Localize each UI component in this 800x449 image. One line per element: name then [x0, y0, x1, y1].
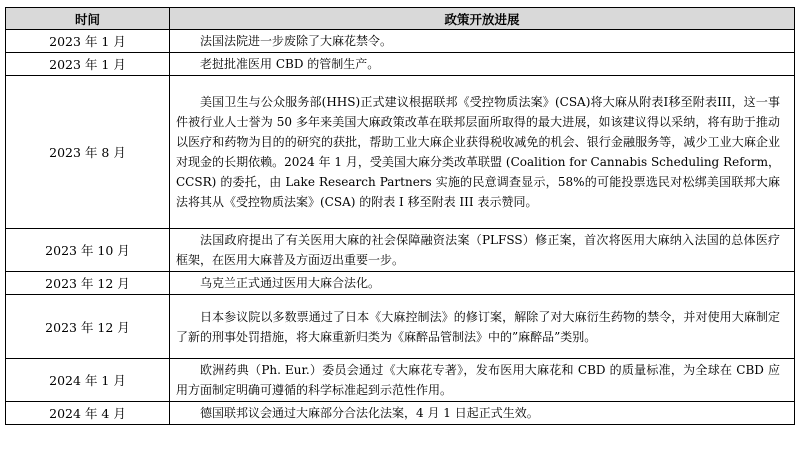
row-policy-text: 法国法院进一步废除了大麻花禁令。 — [170, 30, 795, 53]
row-date: 2023 年 12 月 — [6, 272, 170, 295]
table-row — [6, 229, 795, 272]
table-row — [6, 272, 795, 295]
row-date: 2023 年 1 月 — [6, 30, 170, 53]
table-row — [6, 76, 795, 229]
row-policy-text: 法国政府提出了有关医用大麻的社会保障融资法案（PLFSS）修正案，首次将医用大麻纳入法国的总体医疗框架，在医用大麻普及方面迈出重要一步。 — [170, 229, 795, 272]
row-policy-text: 老挝批准医用 CBD 的管制生产。 — [170, 53, 795, 76]
row-date: 2024 年 4 月 — [6, 402, 170, 425]
row-date: 2023 年 1 月 — [6, 53, 170, 76]
table-row — [6, 402, 795, 425]
row-policy-text: 日本参议院以多数票通过了日本《大麻控制法》的修订案，解除了对大麻衍生药物的禁令，并对使用大麻制定了新的刑事处罚措施，将大麻重新归类为《麻醉品管制法》中的”麻醉品”类别。 — [170, 295, 795, 359]
policy-timeline-table — [5, 7, 795, 425]
row-date: 2023 年 10 月 — [6, 229, 170, 272]
row-policy-text: 德国联邦议会通过大麻部分合法化法案，4 月 1 日起正式生效。 — [170, 402, 795, 425]
table-header-row — [6, 8, 795, 30]
table-row — [6, 30, 795, 53]
table-row — [6, 53, 795, 76]
row-date: 2024 年 1 月 — [6, 359, 170, 402]
header-policy: 政策开放进展 — [170, 8, 795, 30]
row-policy-text: 乌克兰正式通过医用大麻合法化。 — [170, 272, 795, 295]
row-date: 2023 年 12 月 — [6, 295, 170, 359]
row-policy-text: 美国卫生与公众服务部(HHS)正式建议根据联邦《受控物质法案》(CSA)将大麻从附表I移至附表III，这一事件被行业人士誉为 50 多年来美国大麻政策改革在联邦层面所取得的最大进展，如该建议得以采纳，将有助于推动以医疗和药物为目的的研究的获批，帮助工业大麻企业获得税收减免的机会、银行金融服务等，减少工业大麻企业对现金的长期依赖。2024 年 1 月，受美国大麻分类改革联盟 (Coalition for Cannabis Scheduling Reform，CCSR) 的委托，由 Lake Research Partners 实施的民意调查显示，58%的可能投票选民对松绑美国联邦大麻法将其从《受控物质法案》(CSA) 的附表 I 移至附表 III 表示赞同。 — [170, 76, 795, 229]
header-date: 时间 — [6, 8, 170, 30]
table-row — [6, 359, 795, 402]
row-date: 2023 年 8 月 — [6, 76, 170, 229]
table-row — [6, 295, 795, 359]
row-policy-text: 欧洲药典（Ph. Eur.）委员会通过《大麻花专著》，发布医用大麻花和 CBD 的质量标准，为全球在 CBD 应用方面制定明确可遵循的科学标准起到示范性作用。 — [170, 359, 795, 402]
